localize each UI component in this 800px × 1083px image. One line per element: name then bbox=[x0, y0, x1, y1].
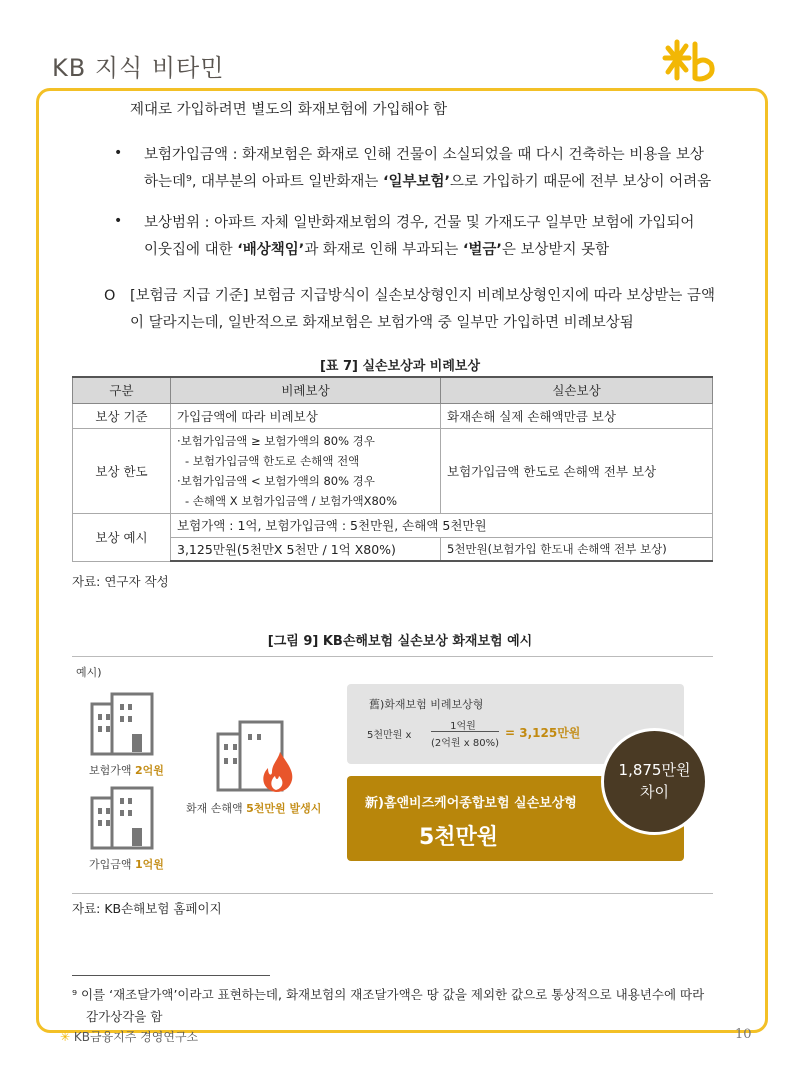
formula-result: = 3,125만원 bbox=[505, 726, 581, 740]
formula-lhs: 5천만원 x bbox=[367, 730, 412, 741]
table-cell: 5천만원(보험가입 한도내 손해액 전부 보상) bbox=[441, 537, 713, 561]
building-icon bbox=[214, 718, 298, 794]
table-row bbox=[73, 403, 713, 428]
table-row bbox=[73, 428, 713, 513]
circle-item-line2: 이 달라지는데, 일반적으로 화재보험은 보험가액 중 일부만 가입하면 비례보상됨 bbox=[130, 315, 634, 331]
row-label: 보상 한도 bbox=[73, 428, 171, 513]
figure-bottom-rule bbox=[72, 893, 713, 894]
header-category: 구분 bbox=[73, 377, 171, 403]
diff-value: 1,875만원 bbox=[618, 761, 691, 779]
comparison-table bbox=[72, 376, 713, 562]
bullet2-line2: 이웃집에 대한 ‘배상책임’과 화재로 인해 부과되는 ‘벌금’은 보상받지 못함 bbox=[144, 242, 610, 258]
kb-logo-icon: ✳ bbox=[60, 1030, 71, 1044]
new-plan-value: 5천만원 bbox=[419, 825, 499, 850]
fraction-bar bbox=[431, 731, 499, 732]
fire-caption: 화재 손해액 5천만원 발생시 bbox=[186, 802, 322, 815]
difference-circle bbox=[601, 728, 708, 835]
building-icon bbox=[88, 690, 158, 756]
header-actual: 실손보상 bbox=[441, 377, 713, 403]
table-cell: 3,125만원(5천만X 5천만 / 1억 X80%) bbox=[171, 537, 441, 561]
cell-line: - 보험가입금액 한도로 손해액 전액 bbox=[185, 453, 360, 468]
table-caption: [표 7] 실손보상과 비례보상 bbox=[319, 359, 481, 374]
bullet1-line1: 보험가입금액 : 화재보험은 화재로 인해 건물이 소실되었을 때 다시 건축하는 비용을 보상 bbox=[144, 147, 704, 163]
row-label: 보상 예시 bbox=[73, 513, 171, 561]
table-source: 자료: 연구자 작성 bbox=[72, 574, 169, 589]
footer-org: ✳ KB금융지주 경영연구소 bbox=[60, 1030, 199, 1044]
cell-line: - 손해액 X 보험가입금액 / 보험가액X80% bbox=[185, 493, 398, 508]
building2-caption: 가입금액 1억원 bbox=[89, 858, 164, 871]
bullet-dot: • bbox=[114, 213, 123, 229]
example-label: 예시) bbox=[76, 666, 102, 679]
footnote-rule bbox=[72, 975, 270, 976]
header-title: KB 지식 비타민 bbox=[52, 54, 225, 82]
new-plan-title: 新)홈앤비즈케어종합보험 실손보상형 bbox=[365, 796, 577, 811]
cell-line: ·보험가입금액 ≥ 보험가액의 80% 경우 bbox=[177, 433, 375, 448]
table-cell: 보험가입금액 한도로 손해액 전부 보상 bbox=[441, 428, 713, 513]
bullet1-line2: 하는데⁹, 대부분의 아파트 일반화재는 ‘일부보험’으로 가입하기 때문에 전부 보상이 어려움 bbox=[144, 174, 712, 190]
building1-caption: 보험가액 2억원 bbox=[89, 764, 164, 777]
table-header-row bbox=[73, 377, 713, 403]
formula-numerator: 1억원 bbox=[450, 721, 476, 732]
bullet2-line1: 보상범위 : 아파트 자체 일반화재보험의 경우, 건물 및 가재도구 일부만 보험에 가입되어 bbox=[144, 215, 695, 231]
circle-item-line1: [보험금 지급 기준] 보험금 지급방식이 실손보상형인지 비례보상형인지에 따라 보상받는 금액 bbox=[130, 288, 716, 304]
circle-marker: O bbox=[104, 288, 116, 304]
table-cell bbox=[171, 428, 441, 513]
building-icon bbox=[88, 784, 158, 850]
header-proportional: 비례보상 bbox=[171, 377, 441, 403]
page-number: 10 bbox=[735, 1027, 752, 1042]
bullet-dot: • bbox=[114, 145, 123, 161]
table-row bbox=[73, 513, 713, 537]
table-cell: 가입금액에 따라 비례보상 bbox=[171, 403, 441, 428]
intro-line: 제대로 가입하려면 별도의 화재보험에 가입해야 함 bbox=[130, 102, 448, 118]
table-cell: 보험가액 : 1억, 보험가입금액 : 5천만원, 손해액 5천만원 bbox=[171, 513, 713, 537]
cell-line: ·보험가입금액 < 보험가액의 80% 경우 bbox=[177, 473, 375, 488]
diff-label: 차이 bbox=[640, 783, 669, 801]
footnote-line1: ⁹ 이를 ‘재조달가액’이라고 표현하는데, 화재보험의 재조달가액은 땅 값을 제외한 값으로 통상적으로 내용년수에 따라 bbox=[72, 987, 705, 1002]
row-label: 보상 기준 bbox=[73, 403, 171, 428]
old-plan-title: 舊)화재보험 비례보상형 bbox=[369, 698, 484, 711]
footnote-line2: 감가상각을 함 bbox=[86, 1009, 163, 1024]
formula-denominator: (2억원 x 80%) bbox=[431, 738, 499, 749]
table-cell: 화재손해 실제 손해액만큼 보상 bbox=[441, 403, 713, 428]
figure-source: 자료: KB손해보험 홈페이지 bbox=[72, 901, 222, 916]
figure-top-rule bbox=[72, 656, 713, 657]
figure-caption: [그림 9] KB손해보험 실손보상 화재보험 예시 bbox=[267, 634, 533, 649]
kb-logo-icon bbox=[655, 34, 725, 90]
